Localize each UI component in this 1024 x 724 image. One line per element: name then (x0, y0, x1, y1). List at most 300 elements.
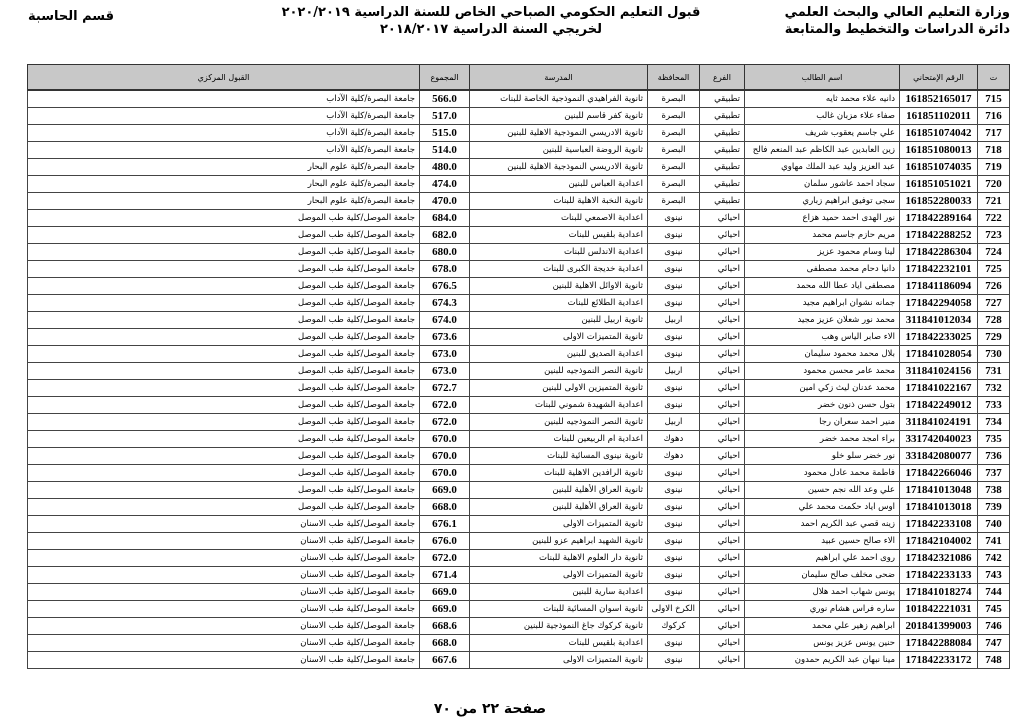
cell-school: ثانوية الفراهيدي النموذجية الخاصة للبنات (470, 90, 648, 108)
cell-branch: احيائي (700, 414, 745, 431)
cell-student-name: علي جاسم يعقوب شريف (745, 125, 900, 142)
cell-central-admission: جامعة الموصل/كلية طب الموصل (28, 465, 420, 482)
cell-row-index: 718 (978, 142, 1010, 159)
cell-school: ثانوية المتميزات الاولى (470, 567, 648, 584)
cell-student-name: براء امجد محمد خضر (745, 431, 900, 448)
cell-branch: احيائي (700, 550, 745, 567)
cell-total-score: 676.1 (420, 516, 470, 533)
cell-exam-number: 171841013018 (900, 499, 978, 516)
cell-governorate: نينوى (648, 346, 700, 363)
cell-row-index: 716 (978, 108, 1010, 125)
cell-exam-number: 161851074035 (900, 159, 978, 176)
cell-branch: احيائي (700, 329, 745, 346)
cell-governorate: نينوى (648, 397, 700, 414)
cell-school: ثانوية النصر النموذجيه للبنين (470, 414, 648, 431)
table-body (28, 90, 1010, 669)
cell-central-admission: جامعة الموصل/كلية طب الاسنان (28, 652, 420, 669)
cell-row-index: 744 (978, 584, 1010, 601)
cell-exam-number: 171841013048 (900, 482, 978, 499)
cell-branch: احيائي (700, 363, 745, 380)
cell-branch: تطبيقي (700, 90, 745, 108)
cell-row-index: 745 (978, 601, 1010, 618)
cell-total-score: 673.0 (420, 363, 470, 380)
cell-exam-number: 171842233108 (900, 516, 978, 533)
table-row (28, 176, 1010, 193)
cell-branch: احيائي (700, 210, 745, 227)
cell-exam-number: 161851102011 (900, 108, 978, 125)
cell-total-score: 515.0 (420, 125, 470, 142)
cell-central-admission: جامعة البصرة/كلية علوم البحار (28, 176, 420, 193)
cell-governorate: البصرة (648, 193, 700, 210)
title-line-1: قبول التعليم الحكومي الصباحي الخاص للسنة الدراسية ٢٠٢٠/٢٠١٩ (281, 5, 701, 20)
cell-governorate: البصرة (648, 142, 700, 159)
cell-governorate: نينوى (648, 533, 700, 550)
cell-student-name: روى احمد علي ابراهيم (745, 550, 900, 567)
cell-student-name: لينا وسام محمود عزيز (745, 244, 900, 261)
cell-school: ثانوية المتميزات الاولى (470, 329, 648, 346)
cell-total-score: 676.5 (420, 278, 470, 295)
cell-total-score: 566.0 (420, 90, 470, 108)
table-row (28, 210, 1010, 227)
cell-row-index: 731 (978, 363, 1010, 380)
cell-exam-number: 171841028054 (900, 346, 978, 363)
cell-exam-number: 171842321086 (900, 550, 978, 567)
cell-student-name: دانيه علاء محمد ثايه (745, 90, 900, 108)
cell-exam-number: 171842233025 (900, 329, 978, 346)
cell-total-score: 517.0 (420, 108, 470, 125)
cell-central-admission: جامعة البصرة/كلية علوم البحار (28, 159, 420, 176)
cell-student-name: سجى توفيق ابراهيم زباري (745, 193, 900, 210)
cell-central-admission: جامعة الموصل/كلية طب الموصل (28, 431, 420, 448)
cell-row-index: 727 (978, 295, 1010, 312)
cell-row-index: 742 (978, 550, 1010, 567)
cell-total-score: 672.0 (420, 414, 470, 431)
cell-total-score: 672.0 (420, 397, 470, 414)
cell-governorate: البصرة (648, 159, 700, 176)
cell-governorate: اربيل (648, 312, 700, 329)
table-row (28, 584, 1010, 601)
table-row (28, 465, 1010, 482)
cell-branch: احيائي (700, 278, 745, 295)
table-row (28, 363, 1010, 380)
cell-total-score: 682.0 (420, 227, 470, 244)
issuer-block (762, 4, 1010, 38)
cell-branch: تطبيقي (700, 142, 745, 159)
cell-school: ثانوية الرافدين الاهلية للبنات (470, 465, 648, 482)
cell-branch: احيائي (700, 516, 745, 533)
column-header-row-index: ت (978, 65, 1010, 91)
cell-central-admission: جامعة الموصل/كلية طب الموصل (28, 346, 420, 363)
cell-student-name: ضحى مخلف صالح سليمان (745, 567, 900, 584)
cell-school: ثانوية الشهيد ابراهيم عزو للبنين (470, 533, 648, 550)
cell-row-index: 741 (978, 533, 1010, 550)
cell-school: ثانوية المتميزين الاولى للبنين (470, 380, 648, 397)
table-row (28, 618, 1010, 635)
cell-student-name: زينه قصي عبد الكريم احمد (745, 516, 900, 533)
cell-student-name: محمد نور شعلان عزيز مجيد (745, 312, 900, 329)
cell-central-admission: جامعة الموصل/كلية طب الموصل (28, 448, 420, 465)
cell-row-index: 719 (978, 159, 1010, 176)
cell-total-score: 669.0 (420, 601, 470, 618)
cell-governorate: دهوك (648, 431, 700, 448)
table-row (28, 397, 1010, 414)
table-row (28, 125, 1010, 142)
cell-governorate: نينوى (648, 652, 700, 669)
cell-governorate: اربيل (648, 363, 700, 380)
cell-school: اعدادية بلقيس للبنات (470, 227, 648, 244)
cell-central-admission: جامعة الموصل/كلية طب الموصل (28, 261, 420, 278)
cell-branch: تطبيقي (700, 125, 745, 142)
cell-exam-number: 171842233133 (900, 567, 978, 584)
cell-central-admission: جامعة الموصل/كلية طب الاسنان (28, 516, 420, 533)
cell-total-score: 680.0 (420, 244, 470, 261)
cell-governorate: نينوى (648, 278, 700, 295)
document-title (236, 4, 746, 38)
cell-school: ثانوية الاوائل الاهلية للبنين (470, 278, 648, 295)
table-row (28, 652, 1010, 669)
cell-governorate: نينوى (648, 482, 700, 499)
cell-student-name: مريم حازم جاسم محمد (745, 227, 900, 244)
cell-student-name: منير احمد سعران رجا (745, 414, 900, 431)
cell-central-admission: جامعة الموصل/كلية طب الموصل (28, 227, 420, 244)
cell-branch: احيائي (700, 312, 745, 329)
cell-school: ثانوية النخبة الاهلية للبنات (470, 193, 648, 210)
cell-total-score: 670.0 (420, 431, 470, 448)
cell-student-name: عبد العزيز وليد عبد الملك مهاوي (745, 159, 900, 176)
cell-row-index: 717 (978, 125, 1010, 142)
cell-school: ثانوية كركوك جاغ النموذجية للبنين (470, 618, 648, 635)
cell-total-score: 670.0 (420, 448, 470, 465)
cell-central-admission: جامعة البصرة/كلية الآداب (28, 125, 420, 142)
cell-exam-number: 171841186094 (900, 278, 978, 295)
cell-student-name: نور الهدى احمد حميد هزاع (745, 210, 900, 227)
cell-exam-number: 171842104002 (900, 533, 978, 550)
cell-branch: احيائي (700, 261, 745, 278)
directorate-name: دائرة الدراسات والتخطيط والمتابعة (784, 22, 1010, 37)
cell-governorate: البصرة (648, 176, 700, 193)
cell-exam-number: 171841018274 (900, 584, 978, 601)
table-row (28, 159, 1010, 176)
cell-row-index: 728 (978, 312, 1010, 329)
cell-student-name: علي وعد الله نجم حسين (745, 482, 900, 499)
cell-branch: احيائي (700, 499, 745, 516)
cell-school: ثانوية العراق الأهلية للبنين (470, 499, 648, 516)
cell-branch: احيائي (700, 635, 745, 652)
cell-branch: احيائي (700, 584, 745, 601)
table-row (28, 550, 1010, 567)
cell-exam-number: 311841024191 (900, 414, 978, 431)
cell-total-score: 669.0 (420, 482, 470, 499)
cell-central-admission: جامعة الموصل/كلية طب الموصل (28, 329, 420, 346)
cell-school: ثانوية العراق الأهلية للبنين (470, 482, 648, 499)
cell-student-name: دانيا دحام محمد مصطفى (745, 261, 900, 278)
cell-governorate: نينوى (648, 567, 700, 584)
cell-school: اعدادية الصديق للبنين (470, 346, 648, 363)
cell-governorate: نينوى (648, 329, 700, 346)
cell-branch: احيائي (700, 397, 745, 414)
table-row (28, 295, 1010, 312)
cell-student-name: الاء صابر الياس وهب (745, 329, 900, 346)
cell-student-name: فاطمة محمد عادل محمود (745, 465, 900, 482)
cell-student-name: محمد عدنان ليث زكي امين (745, 380, 900, 397)
cell-branch: تطبيقي (700, 193, 745, 210)
cell-row-index: 729 (978, 329, 1010, 346)
cell-central-admission: جامعة الموصل/كلية طب الاسنان (28, 635, 420, 652)
table-row (28, 448, 1010, 465)
cell-student-name: صفاء علاء مزبان غالب (745, 108, 900, 125)
cell-total-score: 470.0 (420, 193, 470, 210)
cell-row-index: 724 (978, 244, 1010, 261)
column-header-school: المدرسة (470, 65, 648, 91)
cell-branch: تطبيقي (700, 108, 745, 125)
cell-central-admission: جامعة الموصل/كلية طب الاسنان (28, 550, 420, 567)
cell-central-admission: جامعة البصرة/كلية الآداب (28, 90, 420, 108)
column-header-student-name: اسم الطالب (745, 65, 900, 91)
cell-school: ثانوية النصر النموذجيه للبنين (470, 363, 648, 380)
cell-central-admission: جامعة الموصل/كلية طب الاسنان (28, 533, 420, 550)
table-row (28, 278, 1010, 295)
cell-student-name: نور خضر سلو خلو (745, 448, 900, 465)
cell-governorate: نينوى (648, 499, 700, 516)
cell-school: اعدادية الطلائع للبنات (470, 295, 648, 312)
cell-total-score: 474.0 (420, 176, 470, 193)
cell-exam-number: 171842288084 (900, 635, 978, 652)
cell-row-index: 732 (978, 380, 1010, 397)
cell-student-name: جمانه نشوان ابراهيم مجيد (745, 295, 900, 312)
cell-central-admission: جامعة الموصل/كلية طب الاسنان (28, 618, 420, 635)
cell-row-index: 726 (978, 278, 1010, 295)
cell-branch: احيائي (700, 380, 745, 397)
cell-central-admission: جامعة الموصل/كلية طب الاسنان (28, 567, 420, 584)
cell-total-score: 673.6 (420, 329, 470, 346)
table-row (28, 90, 1010, 108)
cell-row-index: 735 (978, 431, 1010, 448)
cell-governorate: نينوى (648, 380, 700, 397)
cell-exam-number: 311841012034 (900, 312, 978, 329)
cell-exam-number: 311841024156 (900, 363, 978, 380)
cell-exam-number: 161852165017 (900, 90, 978, 108)
cell-branch: احيائي (700, 465, 745, 482)
table-row (28, 346, 1010, 363)
cell-exam-number: 171842232101 (900, 261, 978, 278)
cell-governorate: البصرة (648, 90, 700, 108)
cell-exam-number: 161852280033 (900, 193, 978, 210)
cell-branch: احيائي (700, 533, 745, 550)
table-header-row (28, 65, 1010, 91)
cell-governorate: كركوك (648, 618, 700, 635)
cell-student-name: ساره فراس هشام نوري (745, 601, 900, 618)
table-row (28, 329, 1010, 346)
cell-row-index: 730 (978, 346, 1010, 363)
cell-exam-number: 171842266046 (900, 465, 978, 482)
cell-total-score: 668.0 (420, 635, 470, 652)
table-row (28, 142, 1010, 159)
cell-school: ثانوية الادريسي النموذجية الاهلية للبنين (470, 125, 648, 142)
cell-central-admission: جامعة الموصل/كلية طب الموصل (28, 278, 420, 295)
cell-total-score: 674.0 (420, 312, 470, 329)
cell-governorate: نينوى (648, 465, 700, 482)
cell-total-score: 669.0 (420, 584, 470, 601)
cell-school: اعدادية الاصمعي للبنات (470, 210, 648, 227)
cell-branch: احيائي (700, 295, 745, 312)
cell-exam-number: 171842288252 (900, 227, 978, 244)
table-row (28, 635, 1010, 652)
column-header-branch: الفرع (700, 65, 745, 91)
cell-governorate: البصرة (648, 125, 700, 142)
cell-student-name: بلال محمد محمود سليمان (745, 346, 900, 363)
cell-central-admission: جامعة الموصل/كلية طب الموصل (28, 363, 420, 380)
table-row (28, 601, 1010, 618)
cell-row-index: 720 (978, 176, 1010, 193)
cell-central-admission: جامعة الموصل/كلية طب الاسنان (28, 601, 420, 618)
cell-school: اعدادية سارية للبنين (470, 584, 648, 601)
cell-branch: تطبيقي (700, 159, 745, 176)
cell-central-admission: جامعة الموصل/كلية طب الموصل (28, 210, 420, 227)
cell-total-score: 678.0 (420, 261, 470, 278)
cell-branch: احيائي (700, 431, 745, 448)
table-row (28, 380, 1010, 397)
table-row (28, 312, 1010, 329)
cell-row-index: 734 (978, 414, 1010, 431)
cell-student-name: مينا نبهان عبد الكريم حمدون (745, 652, 900, 669)
cell-branch: احيائي (700, 567, 745, 584)
cell-exam-number: 101842221031 (900, 601, 978, 618)
cell-exam-number: 171842249012 (900, 397, 978, 414)
column-header-exam-number: الرقم الإمتحاني (900, 65, 978, 91)
cell-row-index: 748 (978, 652, 1010, 669)
cell-total-score: 673.0 (420, 346, 470, 363)
cell-school: اعدادية بلقيس للبنات (470, 635, 648, 652)
cell-school: اعدادية ام الربيعين للبنات (470, 431, 648, 448)
cell-governorate: نينوى (648, 227, 700, 244)
cell-governorate: نينوى (648, 295, 700, 312)
cell-central-admission: جامعة البصرة/كلية علوم البحار (28, 193, 420, 210)
table-row (28, 261, 1010, 278)
cell-row-index: 747 (978, 635, 1010, 652)
table-row (28, 193, 1010, 210)
cell-school: ثانوية اسوان المسائية للبنات (470, 601, 648, 618)
cell-total-score: 674.3 (420, 295, 470, 312)
cell-central-admission: جامعة الموصل/كلية طب الموصل (28, 244, 420, 261)
table-row (28, 499, 1010, 516)
cell-row-index: 740 (978, 516, 1010, 533)
cell-central-admission: جامعة الموصل/كلية طب الموصل (28, 499, 420, 516)
table-row (28, 482, 1010, 499)
cell-central-admission: جامعة الموصل/كلية طب الموصل (28, 312, 420, 329)
table-row (28, 533, 1010, 550)
cell-row-index: 715 (978, 90, 1010, 108)
cell-exam-number: 161851080013 (900, 142, 978, 159)
ministry-name: وزارة التعليم العالي والبحث العلمي (784, 5, 1010, 20)
table-row (28, 244, 1010, 261)
cell-exam-number: 331842080077 (900, 448, 978, 465)
cell-total-score: 668.0 (420, 499, 470, 516)
cell-exam-number: 171842286304 (900, 244, 978, 261)
cell-exam-number: 171842294058 (900, 295, 978, 312)
cell-student-name: بتول حسن ذنون خضر (745, 397, 900, 414)
cell-branch: تطبيقي (700, 176, 745, 193)
cell-governorate: نينوى (648, 210, 700, 227)
cell-branch: احيائي (700, 244, 745, 261)
cell-row-index: 733 (978, 397, 1010, 414)
cell-governorate: نينوى (648, 635, 700, 652)
cell-central-admission: جامعة الموصل/كلية طب الموصل (28, 482, 420, 499)
cell-row-index: 736 (978, 448, 1010, 465)
cell-school: ثانوية الروضة العباسية للبنين (470, 142, 648, 159)
cell-governorate: نينوى (648, 261, 700, 278)
cell-total-score: 668.6 (420, 618, 470, 635)
cell-exam-number: 171842233172 (900, 652, 978, 669)
cell-exam-number: 201841399003 (900, 618, 978, 635)
cell-total-score: 670.0 (420, 465, 470, 482)
admissions-table (27, 64, 1010, 669)
cell-school: اعدادية خديجة الكبرى للبنات (470, 261, 648, 278)
cell-school: ثانوية المتميزات الاولى (470, 652, 648, 669)
cell-row-index: 739 (978, 499, 1010, 516)
cell-school: اعدادية الاندلس للبنات (470, 244, 648, 261)
page-number: صفحة ٢٢ من ٧٠ (433, 701, 547, 717)
cell-exam-number: 171841022167 (900, 380, 978, 397)
cell-school: ثانوية اربيل للبنين (470, 312, 648, 329)
column-header-total-score: المجموع (420, 65, 470, 91)
cell-central-admission: جامعة الموصل/كلية طب الموصل (28, 295, 420, 312)
cell-branch: احيائي (700, 482, 745, 499)
cell-governorate: نينوى (648, 516, 700, 533)
cell-exam-number: 161851074042 (900, 125, 978, 142)
cell-total-score: 672.7 (420, 380, 470, 397)
cell-student-name: مصطفى اياد عطا الله محمد (745, 278, 900, 295)
cell-governorate: البصرة (648, 108, 700, 125)
cell-school: ثانوية كفر قاسم للبنين (470, 108, 648, 125)
cell-row-index: 725 (978, 261, 1010, 278)
cell-total-score: 672.0 (420, 550, 470, 567)
cell-student-name: محمد عامر محسن محمود (745, 363, 900, 380)
table-row (28, 227, 1010, 244)
cell-row-index: 743 (978, 567, 1010, 584)
column-header-governorate: المحافظة (648, 65, 700, 91)
column-header-central-admission: القبول المركزي (28, 65, 420, 91)
cell-school: ثانوية دار العلوم الاهلية للبنات (470, 550, 648, 567)
cell-school: اعدادية الشهيدة شموني للبنات (470, 397, 648, 414)
cell-row-index: 746 (978, 618, 1010, 635)
cell-school: ثانوية الادريسي النموذجية الاهلية للبنين (470, 159, 648, 176)
cell-branch: احيائي (700, 601, 745, 618)
cell-branch: احيائي (700, 618, 745, 635)
cell-branch: احيائي (700, 448, 745, 465)
cell-total-score: 667.6 (420, 652, 470, 669)
cell-central-admission: جامعة البصرة/كلية الآداب (28, 108, 420, 125)
cell-row-index: 738 (978, 482, 1010, 499)
cell-central-admission: جامعة البصرة/كلية الآداب (28, 142, 420, 159)
cell-governorate: نينوى (648, 244, 700, 261)
cell-student-name: سجاد احمد عاشور سلمان (745, 176, 900, 193)
cell-school: ثانوية نينوى المسائية للبنات (470, 448, 648, 465)
cell-central-admission: جامعة الموصل/كلية طب الموصل (28, 380, 420, 397)
cell-student-name: زين العابدين عبد الكاظم عبد المنعم فالح (745, 142, 900, 159)
table-row (28, 414, 1010, 431)
cell-total-score: 684.0 (420, 210, 470, 227)
cell-school: ثانوية المتميزات الاولى (470, 516, 648, 533)
cell-student-name: يونس شهاب احمد هلال (745, 584, 900, 601)
title-line-2: لخريجي السنة الدراسية ٢٠١٨/٢٠١٧ (379, 22, 603, 37)
table-row (28, 108, 1010, 125)
cell-row-index: 721 (978, 193, 1010, 210)
cell-student-name: حنين يونس عزيز يونس (745, 635, 900, 652)
cell-branch: احيائي (700, 652, 745, 669)
cell-governorate: نينوى (648, 550, 700, 567)
table-row (28, 431, 1010, 448)
cell-row-index: 737 (978, 465, 1010, 482)
